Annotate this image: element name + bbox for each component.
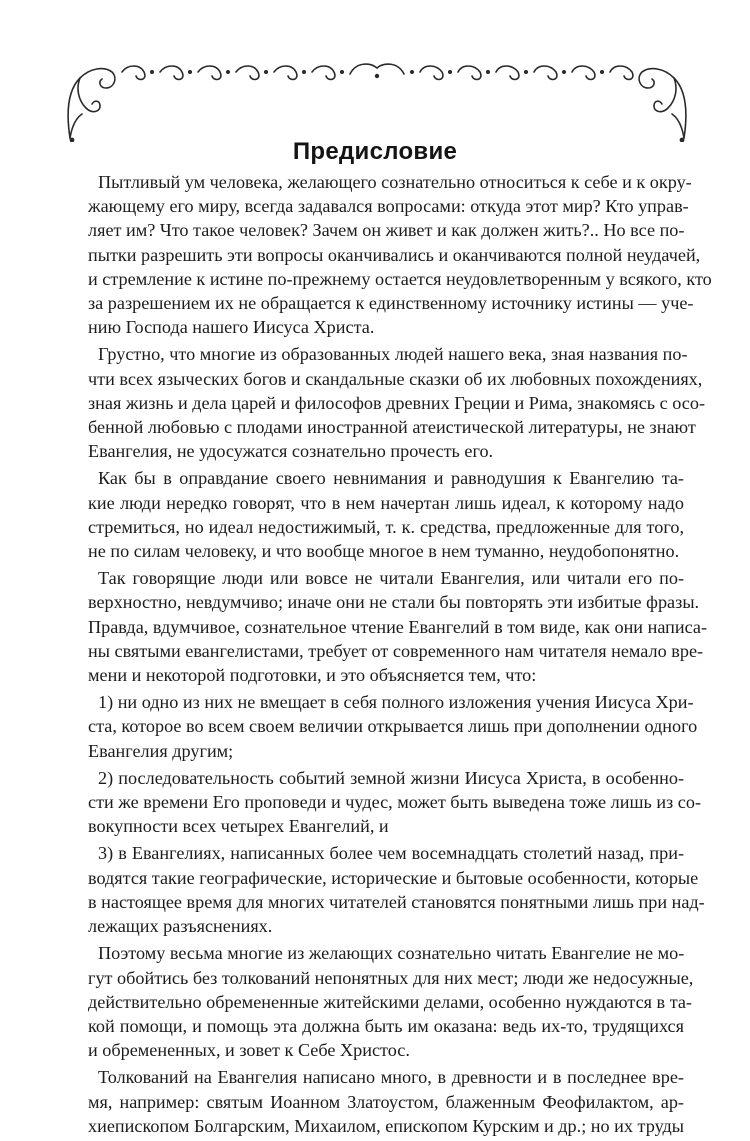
text-line: Так говорящие люди или вовсе не читали Евангелия, или читали его по- [98, 568, 684, 589]
text-line: Пытливый ум человека, желающего сознательно относиться к себе и к окру- [98, 172, 692, 192]
text-line: 1) ни одно из них не вмещает в себя полного изложения учения Иисуса Хри- [98, 692, 694, 713]
text-line: за разрешением их не обращается к единственному источнику истины — уче- [88, 293, 694, 314]
text-line: Евангелия, не удосужатся сознательно прочесть его. [88, 441, 494, 462]
text-line: ны святыми евангелистами, требует от современного нам читателя немало вре- [88, 640, 704, 661]
text-line: кие люди нередко говорят, что в нем начертан лишь идеал, к которому надо [88, 492, 684, 513]
text-line: мени и некоторой подготовки, и это объясняется тем, что: [88, 665, 537, 686]
text-line: водятся такие географические, исторические и бытовые особенности, которые [88, 867, 699, 888]
text-line: Правда, вдумчивое, сознательное чтение Евангелий в том виде, как они написа- [88, 616, 708, 637]
paragraph-7 [88, 841, 705, 938]
text-line: и стремление к истине по-прежнему остается неудовлетворенным у всякого, кто [88, 268, 712, 289]
text-line: в настоящее время для многих читателей становятся понятными лишь при над- [88, 891, 705, 912]
text-line: ляет им? Что такое человек? Зачем он живет и как должен жить?.. Но все по- [88, 220, 685, 241]
text-line: бенной любовью с плодами иностранной атеистической литературы, не знают [88, 417, 696, 438]
text-line: 3) в Евангелиях, написанных более чем восемнадцать столетий назад, при- [98, 843, 684, 864]
paragraph-3 [88, 466, 684, 563]
text-line: верхностно, невдумчиво; иначе они не стали бы повторять эти избитые фразы. [88, 592, 700, 613]
text-line: 2) последовательность событий земной жизни Иисуса Христа, в особенно- [98, 767, 684, 788]
text-line: Толкований на Евангелия написано много, в древности и в последнее вре- [98, 1067, 684, 1088]
text-line: не по силам человеку, и что вообще многое в нем туманно, неудобопонятно. [88, 541, 680, 562]
text-line: жающему его миру, всегда задавался вопросами: откуда этот мир? Кто управ- [88, 196, 689, 217]
text-line: Евангелия другим; [88, 740, 234, 761]
text-line: чти всех языческих богов и скандальные сказки об их любовных похождениях, [88, 368, 703, 389]
text-line: вокупности всех четырех Евангелий, и [88, 816, 389, 837]
text-line: хиепископом Болгарским, Михаилом, епископом Курским и др.; но их труды [88, 1115, 684, 1136]
ornamental-header-frame [62, 52, 692, 142]
text-line: Как бы в оправдание своего невнимания и равнодушия к Евангелию та- [98, 468, 684, 489]
page-title: Предисловие [292, 138, 458, 165]
paragraph-8 [88, 941, 694, 1062]
preface-text [88, 170, 712, 1141]
text-line: пытки разрешить эти вопросы оканчивались и оканчиваются полной неудачей, [88, 244, 701, 265]
paragraph-4 [88, 566, 708, 687]
text-line: нию Господа нашего Иисуса Христа. [88, 317, 375, 338]
text-line: действительно обремененные житейскими делами, особенно нуждаются в та- [88, 991, 692, 1012]
text-line: стремиться, но идеал недостижимый, т. к. средства, предложенные для того, [88, 516, 684, 537]
text-line: зная жизнь и дела царей и философов древних Греции и Рима, знакомясь с осо- [88, 392, 706, 413]
paragraph-5 [88, 690, 698, 763]
text-line: ста, которое во всем своем величии открывается лишь при дополнении одного [88, 716, 698, 737]
paragraph-1 [88, 170, 712, 339]
paragraph-9 [88, 1065, 684, 1138]
text-line: мя, например: святым Иоанном Златоустом, блаженным Феофилактом, ар- [88, 1091, 684, 1112]
paragraph-2 [88, 342, 706, 463]
text-line: лежащих разъяснениях. [88, 916, 273, 937]
text-line: кой помощи, и помощь эта должна быть им оказана: ведь их-то, трудящихся [88, 1015, 684, 1036]
text-line: и обремененных, и зовет к Себе Христос. [88, 1040, 410, 1061]
text-line: Поэтому весьма многие из желающих сознательно читать Евангелие не мо- [98, 943, 685, 964]
text-line: гут обойтись без толкований непонятных для них мест; люди же недосужные, [88, 967, 694, 988]
text-line: Грустно, что многие из образованных людей нашего века, зная названия по- [98, 344, 688, 365]
paragraph-6 [88, 766, 702, 839]
text-line: сти же времени Его проповеди и чудес, может быть выведена тоже лишь из со- [88, 792, 702, 813]
